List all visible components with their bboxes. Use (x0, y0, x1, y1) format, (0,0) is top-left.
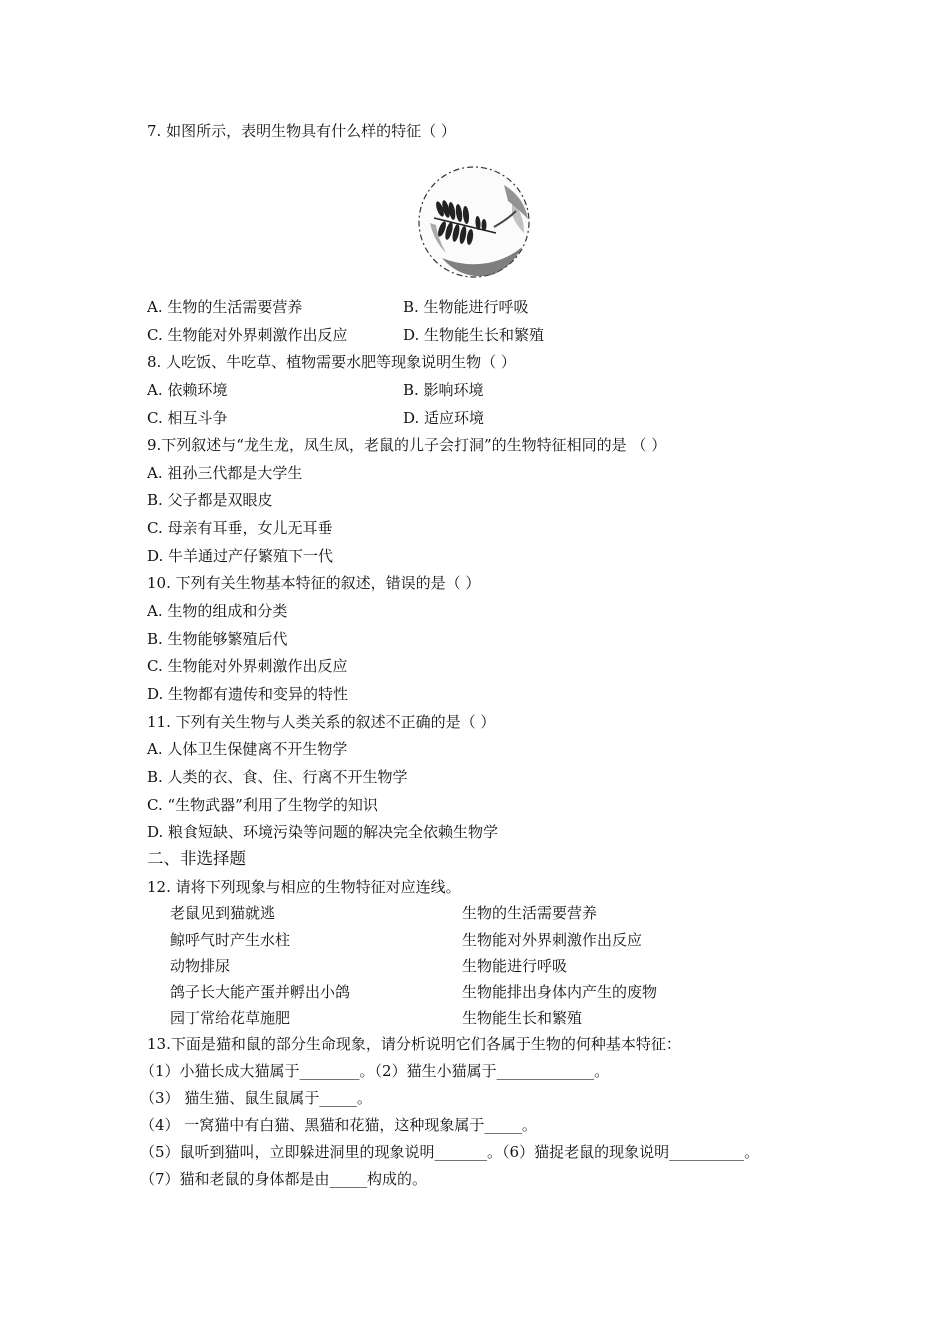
q8-option-a: A. 依赖环境 (147, 381, 228, 399)
q11-stem: 11. 下列有关生物与人类关系的叙述不正确的是（ ） (147, 713, 496, 731)
q12-right-item: 生物的生活需要营养 (462, 904, 598, 922)
q11-option-d: D. 粮食短缺、环境污染等问题的解决完全依赖生物学 (147, 823, 499, 841)
q8-option-d: D. 适应环境 (403, 409, 485, 427)
q9-stem: 9.下列叙述与“龙生龙，凤生凤，老鼠的儿子会打洞”的生物特征相同的是 （ ） (147, 436, 667, 454)
q7-option-b: B. 生物能进行呼吸 (403, 298, 529, 316)
q11-option-b: B. 人类的衣、食、住、行离不开生物学 (147, 768, 408, 786)
q7-stem: 7. 如图所示，表明生物具有什么样的特征（ ） (147, 122, 456, 140)
q11-option-a: A. 人体卫生保健离不开生物学 (147, 740, 348, 758)
q13-item: （3） 猫生猫、鼠生鼠属于_____。 (140, 1089, 372, 1107)
q13-item: （1）小猫长成大猫属于________。（2）猫生小猫属于_____________。 (140, 1062, 610, 1080)
q13-item: （5）鼠听到猫叫，立即躲进洞里的现象说明_______。（6）猫捉老鼠的现象说明__________。 (140, 1143, 760, 1161)
q8-stem: 8. 人吃饭、牛吃草、植物需要水肥等现象说明生物（ ） (147, 353, 516, 371)
q13-item: （7）猫和老鼠的身体都是由_____构成的。 (140, 1170, 428, 1188)
mimosa-figure (412, 163, 536, 281)
q7-option-a: A. 生物的生活需要营养 (147, 298, 303, 316)
q10-option-b: B. 生物能够繁殖后代 (147, 630, 288, 648)
q10-option-a: A. 生物的组成和分类 (147, 602, 288, 620)
q8-option-c: C. 相互斗争 (147, 409, 228, 427)
q9-option-c: C. 母亲有耳垂，女儿无耳垂 (147, 519, 333, 537)
q7-option-d: D. 生物能生长和繁殖 (403, 326, 545, 344)
q8-option-b: B. 影响环境 (403, 381, 484, 399)
q10-stem: 10. 下列有关生物基本特征的叙述，错误的是（ ） (147, 574, 481, 592)
q9-option-a: A. 祖孙三代都是大学生 (147, 464, 303, 482)
q11-option-c: C. “生物武器”利用了生物学的知识 (147, 796, 378, 814)
q10-option-d: D. 生物都有遗传和变异的特性 (147, 685, 349, 703)
q12-left-item: 鲸呼气时产生水柱 (170, 931, 291, 949)
q12-right-item: 生物能进行呼吸 (462, 957, 568, 975)
q12-left-item: 动物排尿 (170, 957, 231, 975)
q12-right-item: 生物能对外界刺激作出反应 (462, 931, 643, 949)
q12-right-item: 生物能生长和繁殖 (462, 1009, 583, 1027)
q13-stem: 13.下面是猫和鼠的部分生命现象，请分析说明它们各属于生物的何种基本特征： (147, 1035, 681, 1053)
mimosa-leaf-illustration (412, 163, 536, 281)
q7-option-c: C. 生物能对外界刺激作出反应 (147, 326, 348, 344)
section-title: 二、非选择题 (147, 849, 246, 868)
q9-option-b: B. 父子都是双眼皮 (147, 491, 273, 509)
q12-left-item: 鸽子长大能产蛋并孵出小鸽 (170, 983, 351, 1001)
q13-item: （4） 一窝猫中有白猫、黑猫和花猫，这种现象属于_____。 (140, 1116, 537, 1134)
q12-left-item: 园丁常给花草施肥 (170, 1009, 291, 1027)
q9-option-d: D. 牛羊通过产仔繁殖下一代 (147, 547, 334, 565)
q10-option-c: C. 生物能对外界刺激作出反应 (147, 657, 348, 675)
q12-right-item: 生物能排出身体内产生的废物 (462, 983, 658, 1001)
q12-stem: 12. 请将下列现象与相应的生物特征对应连线。 (147, 878, 461, 896)
q12-left-item: 老鼠见到猫就逃 (170, 904, 276, 922)
